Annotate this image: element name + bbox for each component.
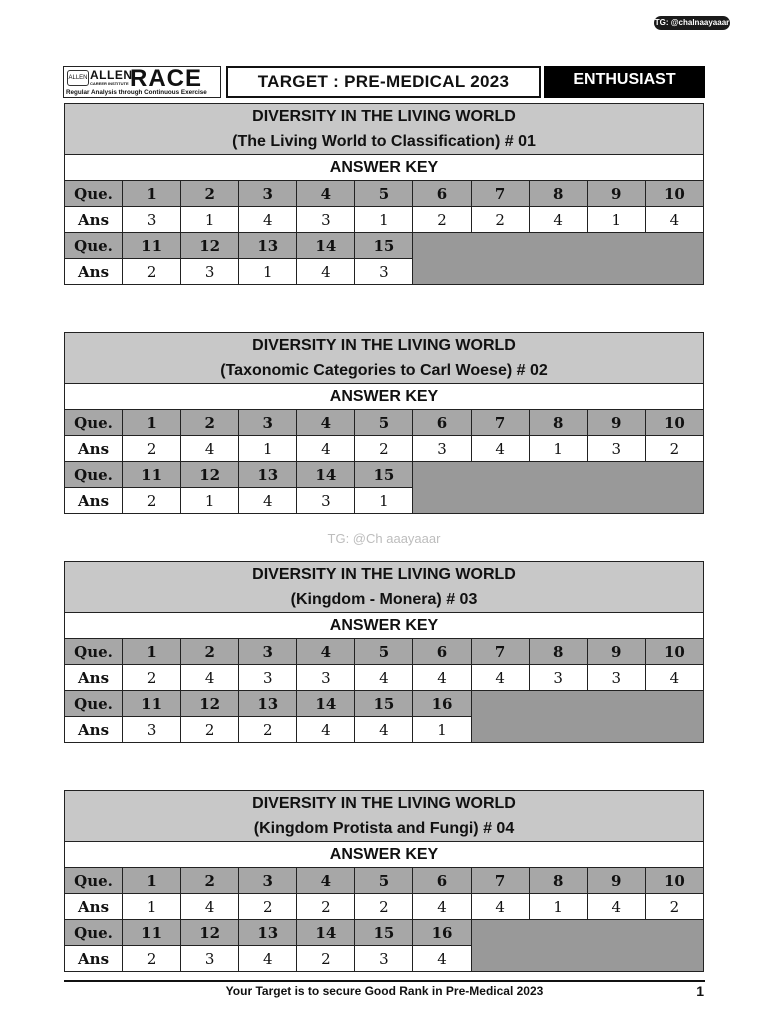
question-number: 12 xyxy=(181,462,239,488)
answer-value: 2 xyxy=(297,946,355,972)
footer-divider xyxy=(64,980,705,982)
answer-value: 1 xyxy=(239,436,297,462)
question-row xyxy=(65,233,704,259)
question-number: 9 xyxy=(587,868,645,894)
question-row xyxy=(65,639,704,665)
question-number: 1 xyxy=(123,868,181,894)
answer-value: 2 xyxy=(123,946,181,972)
answer-value: 3 xyxy=(355,946,413,972)
answer-value: 2 xyxy=(413,207,471,233)
answer-key-label-row xyxy=(65,613,704,639)
question-number: 5 xyxy=(355,639,413,665)
answer-key-label: ANSWER KEY xyxy=(65,842,704,868)
answer-value: 1 xyxy=(355,207,413,233)
question-number: 8 xyxy=(529,868,587,894)
answer-value: 4 xyxy=(297,436,355,462)
page-header xyxy=(63,65,705,99)
answer-row xyxy=(65,665,704,691)
block-title: DIVERSITY IN THE LIVING WORLD xyxy=(252,108,516,125)
question-number: 5 xyxy=(355,410,413,436)
block-heading xyxy=(65,791,704,842)
answer-value: 3 xyxy=(413,436,471,462)
answer-key-block xyxy=(64,790,704,972)
answer-row xyxy=(65,436,704,462)
question-number: 11 xyxy=(123,691,181,717)
block-subtitle: (Taxonomic Categories to Carl Woese) # 02 xyxy=(220,362,548,379)
question-number: 11 xyxy=(123,920,181,946)
question-number: 9 xyxy=(587,181,645,207)
empty-filler-cell xyxy=(471,920,703,972)
answer-value: 1 xyxy=(529,894,587,920)
question-number: 14 xyxy=(297,233,355,259)
answer-value: 4 xyxy=(239,207,297,233)
question-number: 7 xyxy=(471,410,529,436)
question-number: 2 xyxy=(181,410,239,436)
answer-value: 3 xyxy=(123,717,181,743)
answer-value: 4 xyxy=(239,488,297,514)
answer-value: 1 xyxy=(355,488,413,514)
empty-filler-cell xyxy=(413,233,704,285)
answer-value: 2 xyxy=(123,488,181,514)
que-label: Que. xyxy=(65,868,123,894)
question-number: 6 xyxy=(413,639,471,665)
answer-value: 3 xyxy=(123,207,181,233)
block-heading-row xyxy=(65,562,704,613)
question-number: 10 xyxy=(645,410,703,436)
block-title: DIVERSITY IN THE LIVING WORLD xyxy=(252,795,516,812)
question-number: 5 xyxy=(355,868,413,894)
question-number: 6 xyxy=(413,410,471,436)
ans-label: Ans xyxy=(65,488,123,514)
block-heading-row xyxy=(65,104,704,155)
question-number: 1 xyxy=(123,639,181,665)
question-number: 7 xyxy=(471,181,529,207)
answer-value: 3 xyxy=(297,488,355,514)
answer-key-label: ANSWER KEY xyxy=(65,613,704,639)
answer-value: 2 xyxy=(239,894,297,920)
logo-brand: ALLEN xyxy=(90,68,133,82)
question-number: 9 xyxy=(587,639,645,665)
answer-row xyxy=(65,207,704,233)
answer-value: 3 xyxy=(587,436,645,462)
question-number: 6 xyxy=(413,181,471,207)
question-number: 4 xyxy=(297,868,355,894)
question-number: 14 xyxy=(297,691,355,717)
answer-value: 3 xyxy=(181,259,239,285)
ans-label: Ans xyxy=(65,259,123,285)
answer-value: 4 xyxy=(413,946,471,972)
answer-value: 2 xyxy=(239,717,297,743)
question-number: 13 xyxy=(239,920,297,946)
answer-value: 4 xyxy=(529,207,587,233)
answer-value: 4 xyxy=(587,894,645,920)
question-number: 3 xyxy=(239,639,297,665)
que-label: Que. xyxy=(65,181,123,207)
answer-value: 2 xyxy=(355,894,413,920)
answer-value: 4 xyxy=(413,665,471,691)
question-number: 4 xyxy=(297,410,355,436)
question-number: 7 xyxy=(471,639,529,665)
answer-key-table xyxy=(64,103,704,285)
answer-key-label-row xyxy=(65,842,704,868)
answer-value: 4 xyxy=(181,436,239,462)
answer-value: 2 xyxy=(123,259,181,285)
answer-value: 4 xyxy=(471,665,529,691)
answer-value: 3 xyxy=(529,665,587,691)
question-number: 3 xyxy=(239,181,297,207)
allen-emblem-icon: ALLEN xyxy=(67,70,89,86)
question-number: 6 xyxy=(413,868,471,894)
question-number: 8 xyxy=(529,410,587,436)
answer-key-table xyxy=(64,332,704,514)
que-label: Que. xyxy=(65,691,123,717)
question-number: 13 xyxy=(239,691,297,717)
question-number: 11 xyxy=(123,233,181,259)
answer-value: 3 xyxy=(297,665,355,691)
question-number: 13 xyxy=(239,462,297,488)
question-number: 12 xyxy=(181,920,239,946)
logo-title: RACE xyxy=(130,66,203,92)
question-number: 4 xyxy=(297,181,355,207)
question-number: 8 xyxy=(529,181,587,207)
answer-value: 4 xyxy=(297,717,355,743)
answer-value: 4 xyxy=(413,894,471,920)
logo-institute: CAREER INSTITUTE xyxy=(90,81,129,86)
allen-race-logo xyxy=(63,66,221,98)
answer-key-block xyxy=(64,561,704,743)
telegram-tag: TG: @chalnaayaaar xyxy=(654,16,730,30)
answer-value: 4 xyxy=(471,894,529,920)
question-number: 10 xyxy=(645,868,703,894)
question-number: 10 xyxy=(645,181,703,207)
answer-value: 4 xyxy=(471,436,529,462)
answer-value: 2 xyxy=(297,894,355,920)
question-number: 2 xyxy=(181,181,239,207)
answer-value: 4 xyxy=(181,894,239,920)
question-number: 14 xyxy=(297,462,355,488)
question-row xyxy=(65,868,704,894)
answer-row xyxy=(65,894,704,920)
question-row xyxy=(65,410,704,436)
question-number: 7 xyxy=(471,868,529,894)
question-number: 16 xyxy=(413,691,471,717)
question-number: 2 xyxy=(181,639,239,665)
question-number: 15 xyxy=(355,233,413,259)
answer-value: 1 xyxy=(181,207,239,233)
answer-value: 3 xyxy=(587,665,645,691)
ans-label: Ans xyxy=(65,665,123,691)
answer-key-label: ANSWER KEY xyxy=(65,384,704,410)
block-subtitle: (Kingdom Protista and Fungi) # 04 xyxy=(253,820,515,837)
question-number: 15 xyxy=(355,462,413,488)
question-number: 1 xyxy=(123,181,181,207)
answer-value: 2 xyxy=(645,436,703,462)
question-row xyxy=(65,920,704,946)
ans-label: Ans xyxy=(65,894,123,920)
answer-value: 4 xyxy=(645,665,703,691)
answer-key-label-row xyxy=(65,384,704,410)
answer-value: 1 xyxy=(529,436,587,462)
question-number: 12 xyxy=(181,233,239,259)
question-row xyxy=(65,462,704,488)
answer-value: 1 xyxy=(181,488,239,514)
que-label: Que. xyxy=(65,639,123,665)
block-subtitle: (Kingdom - Monera) # 03 xyxy=(290,591,478,608)
que-label: Que. xyxy=(65,920,123,946)
que-label: Que. xyxy=(65,233,123,259)
answer-value: 3 xyxy=(181,946,239,972)
ans-label: Ans xyxy=(65,946,123,972)
question-number: 4 xyxy=(297,639,355,665)
answer-value: 4 xyxy=(239,946,297,972)
block-heading xyxy=(65,562,704,613)
page-number: 1 xyxy=(696,983,704,999)
empty-filler-cell xyxy=(471,691,703,743)
empty-filler-cell xyxy=(413,462,704,514)
question-number: 3 xyxy=(239,410,297,436)
question-number: 11 xyxy=(123,462,181,488)
question-number: 3 xyxy=(239,868,297,894)
question-number: 9 xyxy=(587,410,645,436)
answer-key-label: ANSWER KEY xyxy=(65,155,704,181)
que-label: Que. xyxy=(65,410,123,436)
question-number: 15 xyxy=(355,920,413,946)
answer-value: 4 xyxy=(355,665,413,691)
answer-value: 3 xyxy=(239,665,297,691)
logo-tagline: Regular Analysis through Continuous Exercise xyxy=(66,89,207,96)
block-heading-row xyxy=(65,333,704,384)
question-number: 15 xyxy=(355,691,413,717)
answer-key-block xyxy=(64,332,704,514)
answer-value: 3 xyxy=(297,207,355,233)
answer-value: 3 xyxy=(355,259,413,285)
answer-value: 2 xyxy=(645,894,703,920)
block-heading-row xyxy=(65,791,704,842)
answer-value: 4 xyxy=(355,717,413,743)
answer-value: 1 xyxy=(587,207,645,233)
ans-label: Ans xyxy=(65,207,123,233)
answer-value: 1 xyxy=(413,717,471,743)
block-title: DIVERSITY IN THE LIVING WORLD xyxy=(252,337,516,354)
answer-key-table xyxy=(64,790,704,972)
answer-key-block xyxy=(64,103,704,285)
footer-text: Your Target is to secure Good Rank in Pre-Medical 2023 xyxy=(225,984,544,998)
block-heading xyxy=(65,104,704,155)
question-row xyxy=(65,691,704,717)
answer-value: 2 xyxy=(355,436,413,462)
answer-value: 2 xyxy=(123,436,181,462)
question-number: 13 xyxy=(239,233,297,259)
ans-label: Ans xyxy=(65,436,123,462)
question-number: 10 xyxy=(645,639,703,665)
question-number: 5 xyxy=(355,181,413,207)
answer-value: 1 xyxy=(239,259,297,285)
question-number: 8 xyxy=(529,639,587,665)
answer-key-label-row xyxy=(65,155,704,181)
target-title: TARGET : PRE-MEDICAL 2023 xyxy=(226,66,541,98)
watermark: TG: @Ch aaayaaar xyxy=(327,531,441,546)
question-number: 12 xyxy=(181,691,239,717)
question-number: 2 xyxy=(181,868,239,894)
answer-value: 4 xyxy=(181,665,239,691)
answer-value: 2 xyxy=(471,207,529,233)
question-row xyxy=(65,181,704,207)
answer-value: 1 xyxy=(123,894,181,920)
question-number: 1 xyxy=(123,410,181,436)
block-title: DIVERSITY IN THE LIVING WORLD xyxy=(252,566,516,583)
question-number: 16 xyxy=(413,920,471,946)
block-heading xyxy=(65,333,704,384)
answer-value: 4 xyxy=(645,207,703,233)
course-badge: ENTHUSIAST xyxy=(544,66,705,98)
answer-value: 2 xyxy=(123,665,181,691)
ans-label: Ans xyxy=(65,717,123,743)
answer-value: 4 xyxy=(297,259,355,285)
answer-key-table xyxy=(64,561,704,743)
answer-value: 2 xyxy=(181,717,239,743)
que-label: Que. xyxy=(65,462,123,488)
block-subtitle: (The Living World to Classification) # 01 xyxy=(232,133,536,150)
question-number: 14 xyxy=(297,920,355,946)
